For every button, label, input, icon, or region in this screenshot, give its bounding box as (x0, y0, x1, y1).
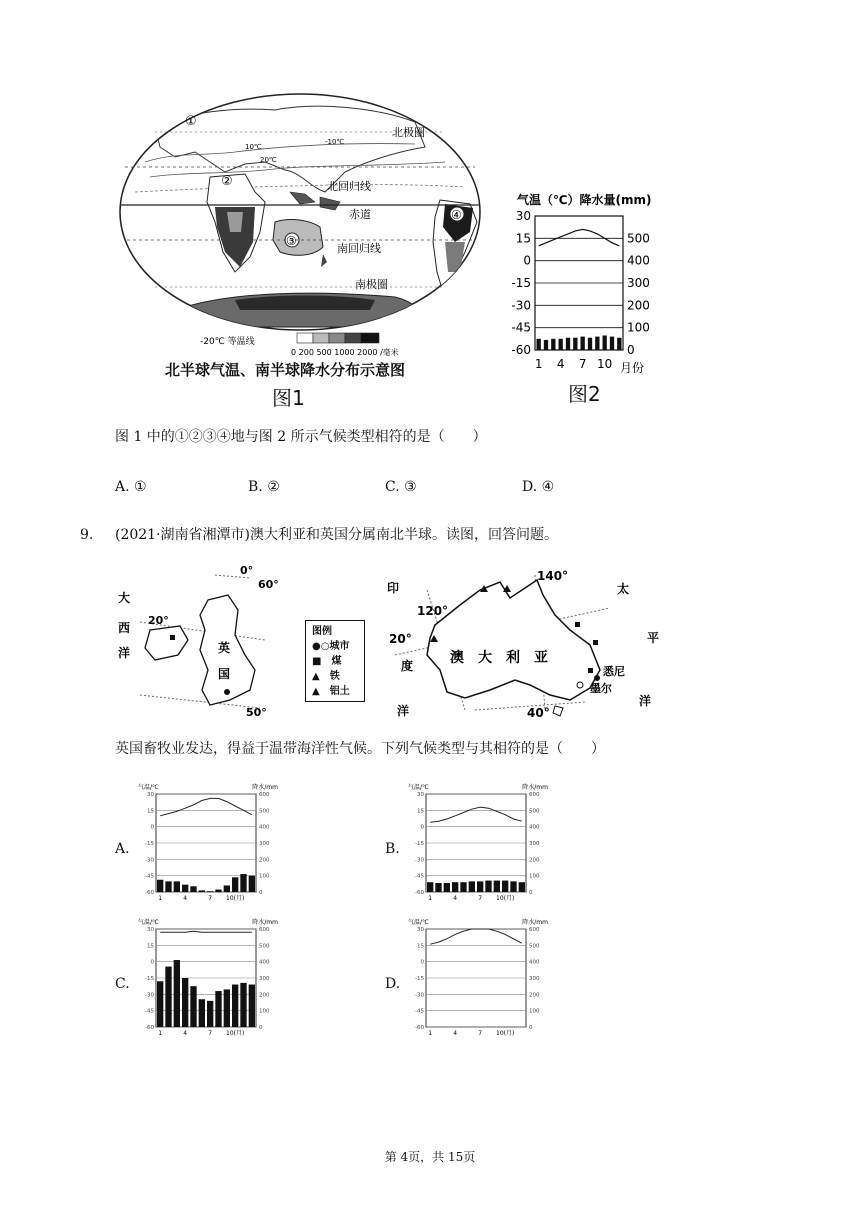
q9-stem: (2021·湖南省湘潭市)澳大利亚和英国分属南北半球。读图，回答问题。 (115, 527, 559, 543)
mini-precip-bar (182, 978, 188, 1027)
au-lbl-120: 120° (417, 604, 449, 618)
fig2-left-tick: 0 (523, 253, 531, 268)
q9-option-a[interactable]: A. (115, 841, 130, 857)
tropic-capricorn-label: 南回归线 (337, 242, 381, 255)
q9-option-b[interactable]: B. (385, 841, 400, 857)
mini-right-tick: 300 (259, 841, 270, 847)
au-indian-3: 洋 (397, 704, 410, 718)
fig2-precip-bar (603, 335, 607, 350)
mini-header-right: 降水/mm (252, 919, 278, 926)
fig1-caption: 图1 (272, 386, 305, 410)
mini-left-tick: -15 (145, 976, 154, 982)
fig2-caption: 图2 (568, 382, 601, 406)
marker-4: ④ (451, 208, 462, 222)
fig2-left-tick: -30 (511, 298, 531, 313)
mini-precip-bar (240, 874, 246, 892)
mini-right-tick: 300 (259, 976, 270, 982)
fig2-x-tick: 7 (578, 357, 587, 371)
fig2-right-tick: 500 (627, 231, 650, 246)
mini-left-tick: -15 (145, 841, 154, 847)
mini-precip-bar (519, 882, 525, 892)
mini-right-tick: 600 (259, 927, 270, 933)
climate-chart-a (138, 780, 278, 910)
mini-left-tick: -45 (145, 1008, 154, 1015)
isotherm-legend: -20℃ 等温线 (200, 337, 255, 347)
mini-precip-bar (190, 986, 196, 1027)
mini-precip-bar (427, 882, 433, 892)
au-lbl-140: 140° (537, 569, 569, 583)
mini-left-tick: -60 (145, 1025, 154, 1031)
uk-ocean-2: 西 (118, 621, 131, 635)
mini-x-tick: 1 (158, 1030, 163, 1037)
fig2-left-tick: -45 (511, 320, 531, 335)
mini-precip-bar (232, 985, 238, 1027)
fig2-precip-bar (581, 337, 585, 350)
world-climate-map (115, 92, 490, 387)
mini-right-tick: 500 (259, 943, 270, 950)
mini-precip-bar (232, 877, 238, 892)
mini-precip-bar (510, 881, 516, 892)
fig2-precip-bar (544, 340, 548, 350)
au-lbl-20: 20° (389, 632, 412, 646)
mini-right-tick: 300 (529, 841, 540, 847)
fig2-x-tick: 10 (597, 357, 613, 371)
fig2-month-label: 月份 (620, 361, 645, 375)
mini-right-tick: 200 (259, 857, 270, 864)
q8-stem: 图 1 中的①②③④地与图 2 所示气候类型相符的是（ ） (115, 429, 487, 445)
mini-x-tick: 1 (158, 895, 163, 902)
mini-header-right: 降水/mm (522, 784, 548, 791)
mini-left-tick: 0 (150, 824, 154, 831)
mini-right-tick: 400 (529, 959, 540, 966)
mini-precip-bar (174, 960, 180, 1027)
australia-map (385, 560, 675, 720)
mini-left-tick: 15 (417, 808, 424, 815)
mini-left-tick: -30 (145, 992, 154, 999)
legend-title: 图例 (312, 626, 332, 637)
mini-right-tick: 100 (259, 873, 270, 880)
mini-precip-bar (199, 890, 205, 892)
mini-temperature-line (430, 929, 522, 944)
mini-x-tick: 10(月) (496, 1030, 515, 1037)
marker-1: ① (185, 114, 197, 129)
uk-lbl-0: 0° (240, 564, 254, 577)
mini-x-tick: 4 (453, 895, 458, 902)
mini-right-tick: 500 (529, 808, 540, 815)
mini-x-tick: 7 (208, 1030, 213, 1037)
fig2-left-tick: 15 (515, 231, 531, 246)
fig2-left-tick: -60 (511, 343, 531, 357)
mini-right-tick: 200 (259, 992, 270, 999)
mini-right-tick: 0 (259, 890, 263, 896)
fig2-precip-bar (610, 337, 614, 350)
mini-x-tick: 10(月) (496, 895, 515, 902)
fig2-precip-bar (566, 338, 570, 350)
mini-x-tick: 1 (428, 895, 433, 902)
mini-left-tick: 0 (150, 959, 154, 966)
arctic-circle-label: 北极圈 (392, 126, 425, 139)
fig2-precip-bar (573, 338, 577, 350)
mini-left-tick: -45 (145, 873, 154, 880)
mini-x-tick: 4 (453, 1030, 458, 1037)
uk-lbl-20: 20° (148, 614, 169, 627)
mini-precip-bar (174, 881, 180, 892)
au-indian-1: 印 (387, 581, 400, 595)
fig2-left-tick: 30 (515, 209, 531, 223)
mini-precip-bar (435, 883, 441, 892)
mini-left-tick: 15 (147, 943, 154, 950)
mini-right-tick: 200 (529, 992, 540, 999)
legend-coal: ■ 煤 (312, 656, 342, 667)
mini-temperature-line (160, 798, 252, 815)
fig2-right-tick: 0 (627, 343, 635, 357)
q8-option-a[interactable]: A. ① (115, 479, 147, 495)
fig2-precip-bar (551, 339, 555, 350)
au-melbourne: 墨尔 (590, 682, 612, 695)
au-sydney: 悉尼 (603, 665, 625, 678)
mini-precip-bar (485, 881, 491, 892)
climate-chart-b (408, 780, 548, 910)
mini-precip-bar (460, 882, 466, 892)
mini-x-tick: 1 (428, 1030, 433, 1037)
isotherm-10-label: 10℃ (245, 143, 262, 151)
mini-left-tick: 30 (147, 792, 154, 798)
mini-right-tick: 0 (529, 890, 533, 896)
mini-left-tick: -60 (415, 1025, 424, 1031)
page-footer: 第 4页，共 15页 (384, 1150, 476, 1164)
mini-precip-bar (207, 891, 213, 892)
isotherm-20-label: 20℃ (260, 156, 277, 164)
mini-x-tick: 10(月) (226, 895, 245, 902)
precip-scale-legend: 0 200 500 1000 2000 /毫米 (291, 348, 399, 357)
au-lbl-40: 40° (527, 706, 550, 720)
fig2-header: 气温（℃）降水量(mm) (517, 193, 652, 207)
mini-precip-bar (502, 881, 508, 892)
mini-precip-bar (249, 985, 255, 1027)
fig2-precip-bar (559, 339, 563, 350)
mini-x-tick: 4 (183, 1030, 188, 1037)
mini-header-left: 气温/℃ (408, 784, 429, 791)
au-country-name: 澳 大 利 亚 (450, 650, 548, 666)
mini-right-tick: 500 (259, 808, 270, 815)
fig2-right-tick: 300 (627, 276, 650, 290)
uk-lbl-60: 60° (258, 578, 279, 591)
uk-ocean-3: 洋 (118, 646, 131, 660)
mini-precip-bar (182, 885, 188, 892)
mini-precip-bar (190, 886, 196, 892)
climate-chart-d (408, 915, 548, 1045)
mini-precip-bar (494, 881, 500, 892)
mini-left-tick: -45 (415, 873, 424, 880)
mini-left-tick: -60 (145, 890, 154, 896)
legend-iron: ▲ 铁 (312, 671, 340, 682)
mini-precip-bar (199, 999, 205, 1027)
mini-right-tick: 0 (529, 1025, 533, 1031)
mini-left-tick: -30 (415, 857, 424, 864)
mini-x-tick: 7 (208, 895, 213, 902)
au-pacific-2: 平 (647, 631, 660, 645)
mini-precip-bar (224, 885, 230, 892)
mini-left-tick: -30 (415, 992, 424, 999)
mini-temperature-line (430, 807, 522, 822)
au-pacific-3: 洋 (639, 694, 652, 708)
mini-right-tick: 500 (529, 943, 540, 950)
fig2-climate-chart (505, 188, 685, 388)
isotherm-m10-label: -10℃ (325, 138, 345, 146)
mini-left-tick: -15 (415, 976, 424, 982)
mini-right-tick: 100 (529, 1008, 540, 1015)
mini-right-tick: 400 (259, 824, 270, 831)
marker-3: ③ (286, 234, 297, 248)
legend-bauxite: ▲ 铝土 (312, 686, 350, 697)
mini-header-left: 气温/℃ (138, 919, 159, 926)
mini-x-tick: 7 (478, 1030, 483, 1037)
legend-city: ●○城市 (312, 641, 350, 652)
mini-precip-bar (444, 883, 450, 892)
mini-left-tick: 15 (147, 808, 154, 815)
fig2-x-tick: 4 (556, 357, 565, 371)
au-pacific-1: 太 (617, 582, 630, 596)
mini-left-tick: 30 (147, 927, 154, 933)
mini-right-tick: 400 (529, 824, 540, 831)
mini-precip-bar (157, 880, 163, 892)
mini-x-tick: 10(月) (226, 1030, 245, 1037)
antarctic-circle-label: 南极圈 (355, 278, 388, 291)
mini-header-left: 气温/℃ (138, 784, 159, 791)
mini-right-tick: 400 (259, 959, 270, 966)
mini-left-tick: -60 (415, 890, 424, 896)
mini-left-tick: -30 (145, 857, 154, 864)
mini-right-tick: 300 (529, 976, 540, 982)
mini-precip-bar (240, 983, 246, 1027)
marker-2: ② (221, 174, 233, 189)
mini-precip-bar (477, 881, 483, 892)
mini-left-tick: -45 (415, 1008, 424, 1015)
mini-right-tick: 100 (529, 873, 540, 880)
map-legend-box (305, 620, 365, 702)
q9-number: 9. (80, 527, 94, 543)
mini-precip-bar (469, 881, 475, 892)
fig2-precip-bar (537, 339, 541, 350)
mini-header-right: 降水/mm (522, 919, 548, 926)
mini-precip-bar (249, 876, 255, 892)
q8-option-b[interactable]: B. ② (248, 479, 280, 495)
mini-x-tick: 7 (478, 895, 483, 902)
uk-lbl-50: 50° (246, 706, 267, 719)
fig2-temperature-line (539, 229, 620, 245)
fig2-right-tick: 100 (627, 320, 650, 335)
au-indian-2: 度 (401, 659, 414, 673)
mini-precip-bar (157, 981, 163, 1027)
mini-precip-bar (165, 881, 171, 892)
mini-header-right: 降水/mm (252, 784, 278, 791)
mini-precip-bar (224, 989, 230, 1027)
fig2-right-tick: 400 (627, 253, 650, 268)
mini-precip-bar (207, 1001, 213, 1027)
mini-left-tick: 15 (417, 943, 424, 950)
q9-sub-stem: 英国畜牧业发达，得益于温带海洋性气候。下列气候类型与其相符的是（ ） (115, 741, 605, 757)
mini-left-tick: 0 (420, 824, 424, 831)
uk-map (110, 560, 280, 720)
mini-x-tick: 4 (183, 895, 188, 902)
mini-left-tick: 0 (420, 959, 424, 966)
mini-right-tick: 600 (529, 927, 540, 933)
mini-precip-bar (215, 890, 221, 892)
mini-right-tick: 600 (529, 792, 540, 798)
mini-right-tick: 600 (259, 792, 270, 798)
q8-option-c[interactable]: C. ③ (385, 479, 417, 495)
uk-country-2: 国 (218, 667, 231, 681)
fig2-precip-bar (617, 338, 621, 350)
equator-label: 赤道 (349, 208, 371, 221)
mini-left-tick: 30 (417, 927, 424, 933)
fig2-precip-bar (588, 338, 592, 350)
tropic-cancer-label: 北回归线 (327, 180, 371, 193)
fig2-right-tick: 200 (627, 298, 650, 313)
fig1-title: 北半球气温、南半球降水分布示意图 (165, 361, 406, 379)
q9-option-d[interactable]: D. (385, 976, 401, 992)
fig2-x-tick: 1 (534, 357, 543, 371)
mini-left-tick: 30 (417, 792, 424, 798)
mini-right-tick: 200 (529, 857, 540, 864)
mini-right-tick: 100 (259, 1008, 270, 1015)
mini-precip-bar (165, 967, 171, 1027)
uk-country-1: 英 (218, 641, 231, 655)
mini-right-tick: 0 (259, 1025, 263, 1031)
mini-left-tick: -15 (415, 841, 424, 847)
mini-precip-bar (452, 882, 458, 892)
mini-header-left: 气温/℃ (408, 919, 429, 926)
mini-temperature-line (160, 931, 252, 932)
climate-chart-c (138, 915, 278, 1045)
mini-precip-bar (215, 991, 221, 1027)
q8-option-d[interactable]: D. ④ (522, 479, 555, 495)
fig2-precip-bar (595, 337, 599, 350)
fig2-left-tick: -15 (511, 276, 531, 290)
q9-option-c[interactable]: C. (115, 976, 130, 992)
uk-ocean-1: 大 (118, 591, 131, 605)
